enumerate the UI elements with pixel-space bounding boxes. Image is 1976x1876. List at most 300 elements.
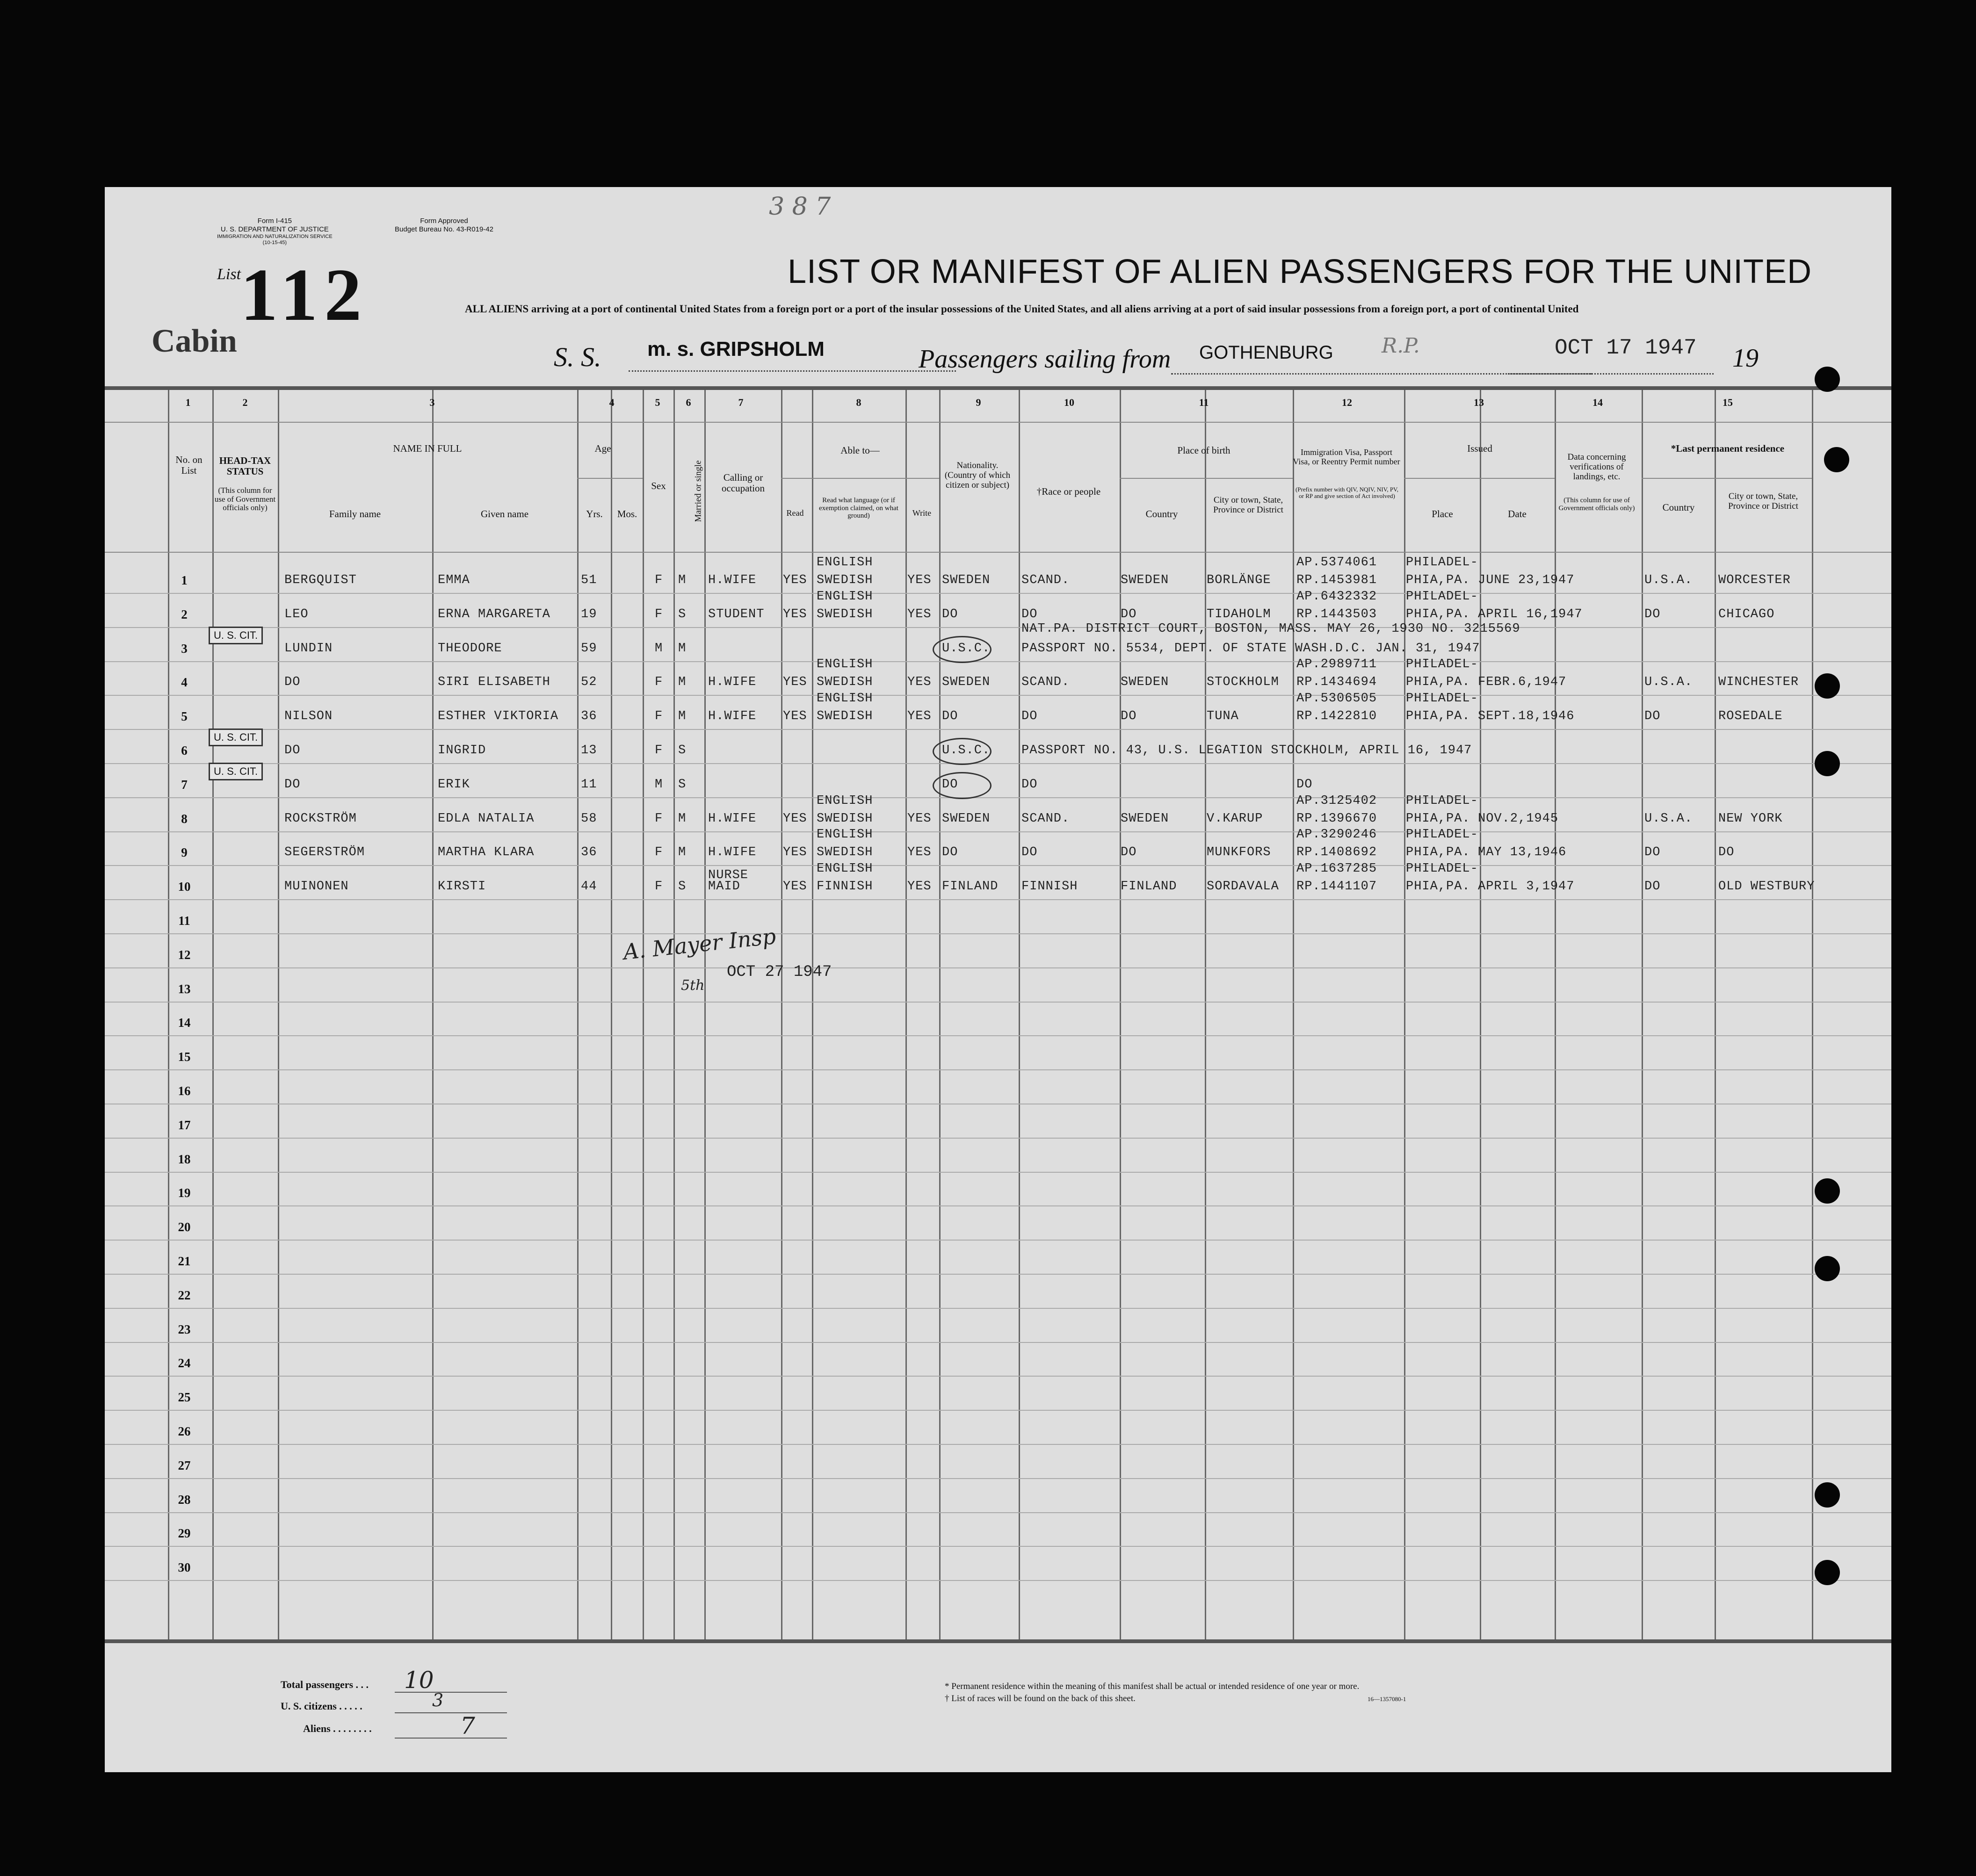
column-rule [643, 390, 644, 1639]
age: 11 [581, 777, 597, 792]
occupation-note: NURSE [708, 868, 749, 883]
header-no-on-list: No. on List [175, 454, 203, 476]
us-citizens-value: 3 [432, 1690, 444, 1710]
column-number: 2 [242, 397, 248, 408]
sex: F [655, 811, 663, 826]
family-name: MUINONEN [284, 880, 349, 894]
punch-hole [1815, 1560, 1840, 1585]
sex: M [655, 777, 663, 792]
row-number: 23 [178, 1322, 191, 1336]
age: 36 [581, 709, 597, 724]
departure-port: GOTHENBURG [1199, 342, 1333, 363]
residence-city: CHICAGO [1718, 607, 1775, 621]
given-name: EMMA [438, 573, 470, 587]
birth-country: FINLAND [1121, 880, 1177, 894]
read: YES [783, 573, 807, 587]
row-number: 28 [178, 1492, 191, 1507]
header-read-language: Read what language (or if exemption claimed, on what ground) [819, 497, 898, 520]
row-number: 24 [178, 1356, 191, 1371]
given-name: ERNA MARGARETA [438, 607, 550, 621]
language: SWEDISH [817, 709, 873, 724]
language-top: ENGLISH [817, 556, 873, 570]
table-bottom-rule [105, 1639, 1891, 1643]
form-number: Form I-415 [257, 217, 292, 225]
birth-country: DO [1121, 709, 1137, 724]
header-married: Married or single [693, 460, 703, 522]
column-number: 11 [1199, 397, 1209, 408]
visa-number: RP.1441107 [1296, 880, 1377, 894]
row-number: 5 [181, 709, 188, 724]
list-number: 112 [240, 253, 369, 336]
occupation: MAID [708, 880, 740, 894]
visa-number-top: AP.5306505 [1296, 692, 1377, 706]
row-number: 22 [178, 1288, 191, 1302]
header-rule [781, 478, 939, 479]
read: YES [783, 880, 807, 894]
issued-place-top: PHILADEL- [1406, 589, 1478, 604]
column-rule [1404, 390, 1405, 1639]
ship-name-rule [629, 370, 956, 372]
us-citizens-label: U. S. citizens . . . . . [281, 1700, 362, 1712]
issued-date: APRIL 16,1947 [1478, 607, 1583, 621]
budget-number: Budget Bureau No. 43-R019-42 [395, 225, 493, 233]
row-number: 26 [178, 1424, 191, 1438]
column-number: 6 [686, 397, 691, 408]
column-rule [1019, 390, 1020, 1639]
header-sex: Sex [651, 480, 666, 491]
header-rule [1642, 478, 1812, 479]
birth-city: TIDAHOLM [1207, 607, 1271, 621]
header-issued: Issued [1467, 443, 1492, 454]
header-issued-date: Date [1508, 508, 1527, 520]
residence-city: NEW YORK [1718, 811, 1783, 826]
row-rule [105, 899, 1891, 900]
row-rule [105, 1342, 1891, 1343]
residence-country: DO [1644, 709, 1661, 724]
row-number: 27 [178, 1458, 191, 1472]
marital-status: M [678, 709, 687, 724]
birth-city: MUNKFORS [1207, 845, 1271, 860]
row-rule [105, 865, 1891, 866]
row-rule [105, 1240, 1891, 1241]
residence-city: WORCESTER [1718, 573, 1791, 587]
column-rule [432, 390, 434, 1639]
aliens-label: Aliens . . . . . . . . [303, 1723, 372, 1734]
age: 58 [581, 811, 597, 826]
visa-number: RP.1396670 [1296, 811, 1377, 826]
header-place-of-birth: Place of birth [1177, 445, 1230, 456]
issued-place: PHIA,PA. [1406, 811, 1470, 826]
header-mos: Mos. [617, 508, 637, 520]
issued-place-top: PHILADEL- [1406, 828, 1478, 842]
residence-country: U.S.A. [1644, 675, 1693, 690]
sex: F [655, 743, 663, 758]
write: YES [907, 675, 932, 690]
given-name: MARTHA KLARA [438, 845, 535, 860]
read: YES [783, 845, 807, 860]
birth-country: DO [1121, 607, 1137, 621]
occupation: H.WIFE [708, 573, 757, 587]
column-rule [1642, 390, 1643, 1639]
nationality-circle [933, 772, 992, 799]
department-name: U. S. DEPARTMENT OF JUSTICE [220, 225, 329, 233]
form-identifier [217, 217, 333, 246]
language: FINNISH [817, 880, 873, 894]
sex: F [655, 573, 663, 587]
race: SCAND. [1021, 811, 1070, 826]
family-name: DO [284, 777, 301, 792]
language: SWEDISH [817, 845, 873, 860]
issued-place: PHIA,PA. [1406, 607, 1470, 621]
row-number: 19 [178, 1186, 191, 1200]
issued-date: JUNE 23,1947 [1478, 573, 1575, 587]
residence-city: DO [1718, 845, 1735, 860]
sex: F [655, 709, 663, 724]
list-label: List [217, 266, 241, 283]
residence-country: DO [1644, 607, 1661, 621]
table-top-rule [105, 386, 1891, 390]
residence-country: U.S.A. [1644, 811, 1693, 826]
header-age: Age [594, 443, 611, 454]
issued-place: PHIA,PA. [1406, 709, 1470, 724]
date-rule [1508, 373, 1714, 375]
column-number: 7 [738, 397, 744, 408]
punch-hole [1815, 1256, 1840, 1281]
row-rule [105, 1205, 1891, 1206]
issued-date: MAY 13,1946 [1478, 845, 1567, 860]
row-number: 15 [178, 1050, 191, 1064]
issued-place: PHIA,PA. [1406, 573, 1470, 587]
citizenship-record: PASSPORT NO. 43, U.S. LEGATION STOCKHOLM, APRIL 16, 1947 [1021, 743, 1472, 758]
column-number: 1 [185, 397, 191, 408]
write: YES [907, 607, 932, 621]
total-passengers-label: Total passengers . . . [281, 1679, 369, 1690]
issued-place-top: PHILADEL- [1406, 556, 1478, 570]
row-number: 20 [178, 1220, 191, 1234]
header-race: †Race or people [1036, 486, 1101, 497]
write: YES [907, 880, 932, 894]
row-number: 3 [181, 641, 188, 656]
race: DO [1021, 709, 1038, 724]
punch-hole [1815, 673, 1840, 699]
row-rule [105, 1308, 1891, 1309]
aliens-value: 7 [460, 1712, 475, 1739]
row-rule [105, 933, 1891, 934]
column-number: 10 [1064, 397, 1074, 408]
language-top: ENGLISH [817, 862, 873, 876]
issued-date: SEPT.18,1946 [1478, 709, 1575, 724]
race: DO [1021, 845, 1038, 860]
punch-hole [1815, 1178, 1840, 1204]
column-rule [1293, 390, 1294, 1639]
column-rule [1205, 390, 1206, 1639]
marital-status: S [678, 743, 687, 758]
residence-city: OLD WESTBURY [1718, 880, 1815, 894]
year-label: 19 [1732, 344, 1759, 373]
marital-status: S [678, 880, 687, 894]
family-name: DO [284, 743, 301, 758]
row-number: 11 [178, 914, 190, 928]
nationality-circle [933, 636, 992, 663]
language-top: ENGLISH [817, 828, 873, 842]
row-rule [105, 1274, 1891, 1275]
read: YES [783, 607, 807, 621]
row-rule [105, 1512, 1891, 1513]
family-name: LUNDIN [284, 641, 333, 656]
language-top: ENGLISH [817, 692, 873, 706]
age: 19 [581, 607, 597, 621]
citizenship-record: PASSPORT NO. 5534, DEPT. OF STATE WASH.D.C. JAN. 31, 1947 [1021, 641, 1480, 656]
column-rule [1812, 390, 1813, 1639]
row-rule [105, 1546, 1891, 1547]
birth-city: TUNA [1207, 709, 1239, 724]
write: YES [907, 845, 932, 860]
race: DO [1021, 607, 1038, 621]
header-head-tax: HEAD-TAX STATUS [219, 455, 271, 477]
printer-code: 16—1357080-1 [1368, 1696, 1406, 1703]
language: SWEDISH [817, 811, 873, 826]
visa-number-top: AP.2989711 [1296, 657, 1377, 672]
pencil-notation: 3 8 7 [769, 193, 831, 221]
punch-hole [1815, 751, 1840, 776]
given-name: THEODORE [438, 641, 502, 656]
row-rule [105, 1172, 1891, 1173]
row-rule [105, 695, 1891, 696]
race: FINNISH [1021, 880, 1078, 894]
header-rule [105, 422, 1891, 423]
issued-place: PHIA,PA. [1406, 675, 1470, 690]
row-rule [105, 729, 1891, 730]
residence-country: DO [1644, 845, 1661, 860]
column-rule [673, 390, 675, 1639]
visa-number-top: AP.1637285 [1296, 862, 1377, 876]
column-number: 4 [609, 397, 615, 408]
row-rule [105, 1580, 1891, 1581]
visa-number-top: AP.3125402 [1296, 794, 1377, 808]
family-name: NILSON [284, 709, 333, 724]
row-number: 25 [178, 1390, 191, 1405]
given-name: ERIK [438, 777, 470, 792]
race: SCAND. [1021, 675, 1070, 690]
row-rule [105, 763, 1891, 764]
given-name: ESTHER VIKTORIA [438, 709, 559, 724]
issued-place-top: PHILADEL- [1406, 794, 1478, 808]
header-rule [1404, 478, 1555, 479]
header-write: Write [912, 508, 932, 518]
row-number: 30 [178, 1560, 191, 1575]
nationality: FINLAND [942, 880, 999, 894]
nationality: DO [942, 845, 958, 860]
age: 59 [581, 641, 597, 656]
citizenship-record-top: NAT.PA. DISTRICT COURT, BOSTON, MASS. MAY 26, 1930 NO. 3215569 [1021, 621, 1520, 636]
column-rule [212, 390, 214, 1639]
visa-number-top: AP.6432332 [1296, 589, 1377, 604]
read: YES [783, 709, 807, 724]
header-res-city: City or town, State, Province or District [1728, 491, 1798, 511]
nationality: SWEDEN [942, 675, 991, 690]
row-number: 9 [181, 845, 188, 860]
row-rule [105, 1410, 1891, 1411]
birth-city: BORLÄNGE [1207, 573, 1271, 587]
row-rule [105, 1002, 1891, 1003]
row-rule [105, 593, 1891, 594]
sex: F [655, 675, 663, 690]
birth-city: SORDAVALA [1207, 880, 1279, 894]
sex: F [655, 845, 663, 860]
header-last-residence: *Last permanent residence [1671, 443, 1785, 454]
row-rule [105, 1444, 1891, 1445]
family-name: LEO [284, 607, 309, 621]
us-citizen-stamp: U. S. CIT. [209, 763, 263, 780]
marital-status: M [678, 573, 687, 587]
sex: M [655, 641, 663, 656]
row-number: 12 [178, 947, 191, 962]
visa-number: DO [1296, 777, 1313, 792]
total-rule [395, 1692, 507, 1693]
language: SWEDISH [817, 607, 873, 621]
service-name: IMMIGRATION AND NATURALIZATION SERVICE [217, 234, 333, 239]
birth-country: SWEDEN [1121, 573, 1169, 587]
port-note: R.P. [1382, 334, 1420, 358]
row-number: 6 [181, 743, 188, 758]
sex: F [655, 880, 663, 894]
column-number: 13 [1474, 397, 1484, 408]
inspector-signature: A. Mayer Insp [622, 924, 777, 965]
header-family-name: Family name [329, 508, 381, 520]
citizens-rule [395, 1712, 507, 1713]
issued-place-top: PHILADEL- [1406, 657, 1478, 672]
visa-number: RP.1408692 [1296, 845, 1377, 860]
header-yrs: Yrs. [586, 508, 603, 520]
column-number: 15 [1723, 397, 1733, 408]
column-rule [278, 390, 279, 1639]
header-rule [577, 478, 643, 479]
header-calling: Calling or occupation [721, 472, 765, 494]
visa-number: RP.1434694 [1296, 675, 1377, 690]
race: DO [1021, 777, 1038, 792]
row-rule [105, 661, 1891, 662]
issued-place: PHIA,PA. [1406, 845, 1470, 860]
row-number: 21 [178, 1254, 191, 1268]
column-rule [611, 390, 612, 1639]
issued-place-top: PHILADEL- [1406, 862, 1478, 876]
issued-date: APRIL 3,1947 [1478, 880, 1575, 894]
birth-city: STOCKHOLM [1207, 675, 1279, 690]
column-rule [1715, 390, 1716, 1639]
column-rule [939, 390, 941, 1639]
given-name: KIRSTI [438, 880, 486, 894]
language: SWEDISH [817, 573, 873, 587]
occupation: H.WIFE [708, 709, 757, 724]
column-rule [577, 390, 579, 1639]
nationality: SWEDEN [942, 811, 991, 826]
column-number: 8 [856, 397, 861, 408]
column-number: 9 [976, 397, 981, 408]
row-number: 29 [178, 1526, 191, 1541]
write: YES [907, 811, 932, 826]
language: SWEDISH [817, 675, 873, 690]
visa-number: RP.1453981 [1296, 573, 1377, 587]
header-name-in-full: NAME IN FULL [393, 443, 462, 454]
family-name: SEGERSTRÖM [284, 845, 365, 860]
column-rule [812, 390, 813, 1639]
us-citizen-stamp: U. S. CIT. [209, 627, 263, 644]
row-number: 16 [178, 1084, 191, 1098]
header-birth-country: Country [1145, 508, 1178, 520]
occupation: H.WIFE [708, 811, 757, 826]
header-issued-place: Place [1432, 508, 1453, 520]
row-rule [105, 1138, 1891, 1139]
birth-country: SWEDEN [1121, 675, 1169, 690]
inspection-date-stamp: OCT 27 1947 [727, 963, 832, 981]
age: 52 [581, 675, 597, 690]
row-rule [105, 831, 1891, 832]
row-number: 18 [178, 1152, 191, 1166]
marital-status: M [678, 811, 687, 826]
given-name: INGRID [438, 743, 486, 758]
row-rule [105, 627, 1891, 628]
family-name: DO [284, 675, 301, 690]
ss-label: S. S. [554, 342, 601, 372]
occupation: H.WIFE [708, 845, 757, 860]
sailing-label: Passengers sailing from [919, 345, 1171, 374]
header-verifications-note: (This column for use of Government officials only) [1558, 497, 1635, 512]
marital-status: S [678, 777, 687, 792]
row-number: 8 [181, 811, 188, 826]
residence-country: DO [1644, 880, 1661, 894]
row-number: 4 [181, 675, 188, 690]
row-number: 13 [178, 981, 191, 996]
sailing-date: OCT 17 1947 [1555, 336, 1697, 360]
column-number: 14 [1592, 397, 1603, 408]
occupation: H.WIFE [708, 675, 757, 690]
row-number: 2 [181, 607, 188, 621]
visa-number: RP.1443503 [1296, 607, 1377, 621]
visa-number: RP.1422810 [1296, 709, 1377, 724]
header-rule [105, 552, 1891, 553]
birth-city: V.KARUP [1207, 811, 1263, 826]
given-name: EDLA NATALIA [438, 811, 535, 826]
inspector-mark: 5th [681, 977, 705, 994]
issued-date: NOV.2,1945 [1478, 811, 1559, 826]
age: 51 [581, 573, 597, 587]
write: YES [907, 709, 932, 724]
page-subtitle: ALL ALIENS arriving at a port of continental United States from a foreign port or a port of the insular possessions of the United States, and all aliens arriving at a port of said insular possessions from a foreign port, a port of continental United [465, 303, 1579, 315]
language-top: ENGLISH [817, 794, 873, 808]
header-verifications: Data concerning verifications of landings, etc. [1567, 452, 1626, 482]
footnote-races: † List of races will be found on the back of this sheet. [945, 1694, 1136, 1703]
form-approved: Form Approved [420, 217, 468, 225]
visa-number-top: AP.3290246 [1296, 828, 1377, 842]
row-rule [105, 797, 1891, 798]
read: YES [783, 675, 807, 690]
nationality: DO [942, 709, 958, 724]
column-rule [905, 390, 907, 1639]
family-name: ROCKSTRÖM [284, 811, 357, 826]
footnote-residence: * Permanent residence within the meaning of this manifest shall be actual or intended residence of one year or more. [945, 1681, 1360, 1691]
row-number: 17 [178, 1118, 191, 1132]
column-number: 3 [429, 397, 435, 408]
age: 36 [581, 845, 597, 860]
punch-hole [1815, 1482, 1840, 1508]
marital-status: S [678, 607, 687, 621]
form-date: (10-15-45) [262, 240, 287, 246]
budget-approval [395, 217, 493, 234]
header-nationality: Nationality. (Country of which citizen or subject) [944, 461, 1011, 490]
page-title: LIST OR MANIFEST OF ALIEN PASSENGERS FOR THE UNITED [788, 253, 1812, 290]
header-res-country: Country [1662, 502, 1695, 513]
total-passengers-value: 10 [404, 1667, 434, 1694]
